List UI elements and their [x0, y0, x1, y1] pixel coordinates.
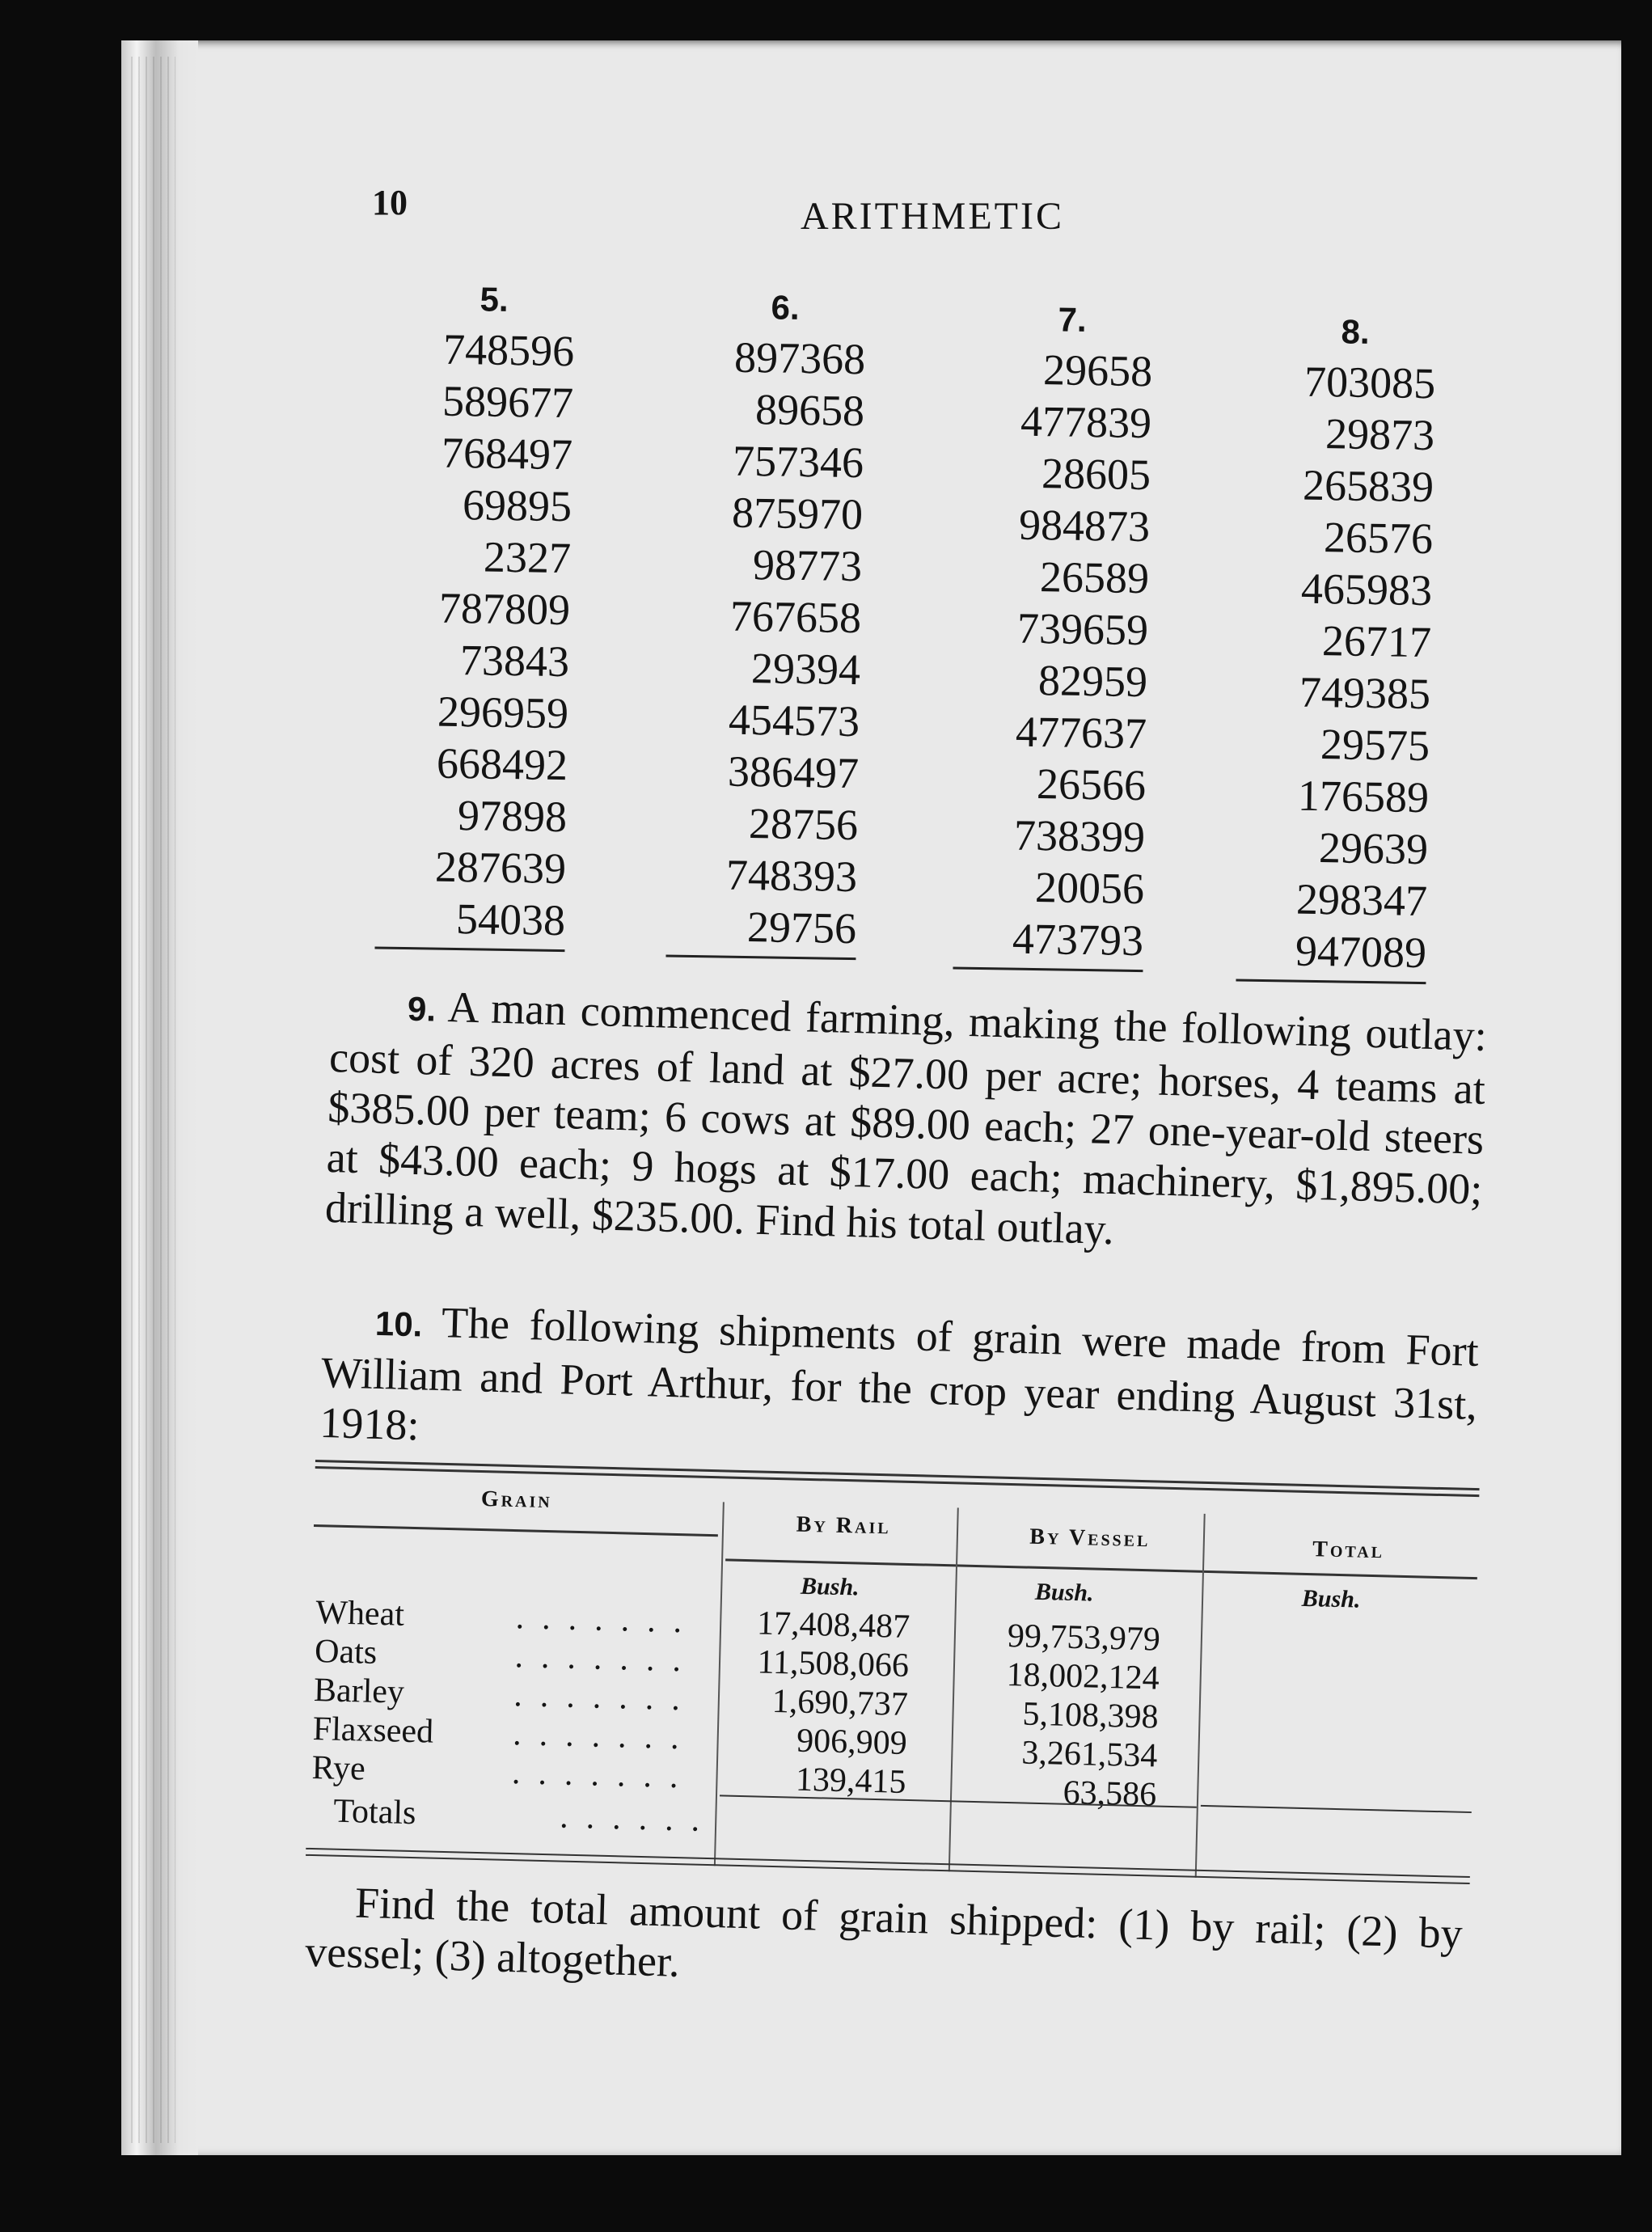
addend: 875970 [731, 488, 864, 539]
problem-label: 8. [1341, 312, 1370, 351]
addend: 739659 [1016, 603, 1149, 655]
addend: 477839 [1020, 396, 1152, 448]
addend: 98773 [752, 540, 863, 591]
rail-value: 17,408,487 [756, 1604, 911, 1647]
leader-dots: ...... [559, 1798, 718, 1840]
vessel-value: 63,586 [1063, 1773, 1157, 1814]
totals-rule [1201, 1805, 1472, 1813]
addend: 29639 [1318, 823, 1429, 874]
vessel-value: 18,002,124 [1006, 1655, 1160, 1697]
vessel-value: 5,108,398 [1022, 1695, 1160, 1736]
addition-column-5 [338, 273, 575, 952]
addend: 738399 [1013, 810, 1146, 862]
number-list [917, 342, 1153, 966]
unit-vessel: Bush. [1034, 1578, 1094, 1607]
addend: 28756 [748, 799, 859, 850]
number-list [1200, 354, 1436, 979]
header-rule [314, 1524, 718, 1537]
addend: 757346 [732, 436, 864, 488]
leader-dots: ....... [514, 1638, 699, 1680]
leader-dots: ....... [512, 1715, 698, 1757]
addend: 28605 [1041, 449, 1151, 500]
addend: 298347 [1295, 874, 1428, 926]
table-rule-bottom [306, 1848, 1470, 1878]
header-grain: Grain [480, 1486, 553, 1514]
grain-name: Rye [311, 1749, 366, 1788]
final-question: Find the total amount of grain shipped: (1) by rail; (2) by vessel; (3) altogether. [304, 1878, 1464, 1986]
addend: 29756 [746, 903, 857, 953]
addition-column-6 [629, 281, 866, 960]
addend: 73843 [459, 636, 570, 687]
problem-label: 5. [480, 280, 509, 319]
addend: 82959 [1037, 656, 1148, 707]
totals-label: Totals [332, 1792, 416, 1833]
spine-texture [131, 57, 175, 2143]
leader-dots: ....... [511, 1754, 697, 1796]
addend: 29394 [750, 644, 861, 695]
addend: 29658 [1042, 345, 1153, 396]
problem-10 [319, 1294, 1480, 1480]
addend: 26717 [1321, 616, 1432, 667]
problem-number: 9. [407, 989, 437, 1029]
addend: 473793 [1012, 914, 1144, 966]
addend: 748596 [442, 324, 575, 376]
header-rail: By Rail [796, 1511, 892, 1540]
leader-dots: ....... [515, 1599, 700, 1641]
rail-value: 906,909 [796, 1722, 908, 1762]
column-divider [1195, 1514, 1206, 1878]
header-total: Total [1312, 1537, 1385, 1564]
addend: 97898 [457, 791, 568, 842]
addend: 26566 [1036, 759, 1147, 810]
addend: 89658 [754, 385, 865, 436]
unit-rail: Bush. [800, 1572, 860, 1601]
grain-name: Wheat [315, 1594, 405, 1634]
addend: 386497 [727, 746, 860, 798]
addend: 454573 [728, 695, 860, 746]
addend: 589677 [442, 376, 574, 428]
addend: 29873 [1325, 409, 1435, 460]
addend: 703085 [1303, 357, 1436, 408]
number-list [339, 322, 575, 946]
grain-name: Oats [314, 1633, 378, 1672]
addend: 26576 [1323, 513, 1434, 564]
problem-label: 7. [1058, 300, 1087, 339]
addend: 2327 [483, 532, 572, 583]
vessel-value: 99,753,979 [1007, 1617, 1161, 1659]
addend: 947089 [1295, 926, 1427, 978]
addend: 69895 [462, 480, 572, 531]
addition-column-7 [916, 294, 1153, 972]
problem-text: The following shipments of grain were made from Fort William and Port Arthur, for the crop year ending August 31st, 1918: [319, 1298, 1480, 1450]
addend: 465983 [1300, 564, 1433, 615]
addend: 668492 [436, 738, 568, 790]
addend: 54038 [455, 894, 566, 945]
problem-text: A man commenced farming, making the following outlay: cost of 320 acres of land at $27.00 per acre; horses, 4 teams at $385.00 per team; 6 cows at $89.00 each; 27 one-year-old steers at $43.00 each; 9 hogs at $17.00 each; machinery, $1,895.00; drilling a well, $235.00. Find his total outlay. [324, 983, 1488, 1254]
rail-value: 139,415 [795, 1761, 907, 1801]
addend: 296959 [437, 687, 569, 738]
number-list [630, 330, 866, 954]
addend: 897368 [733, 332, 866, 384]
vessel-value: 3,261,534 [1020, 1734, 1158, 1775]
addend: 748393 [725, 850, 858, 902]
grain-shipments-table [306, 1460, 1480, 1900]
addend: 477637 [1015, 707, 1147, 759]
addition-column-8 [1199, 306, 1436, 984]
grain-name: Flaxseed [312, 1710, 434, 1751]
rail-value: 1,690,737 [771, 1682, 909, 1723]
addend: 26589 [1039, 552, 1150, 603]
addend: 984873 [1018, 500, 1151, 552]
addend: 287639 [434, 842, 567, 894]
running-head: ARITHMETIC [801, 195, 1064, 238]
grain-name: Barley [313, 1672, 405, 1711]
addend: 767658 [729, 591, 862, 643]
problem-label: 6. [771, 288, 800, 327]
addend: 265839 [1302, 460, 1434, 512]
leader-dots: ....... [513, 1676, 699, 1718]
addend: 20056 [1034, 863, 1145, 914]
addend: 787809 [438, 583, 571, 635]
rail-value: 11,508,066 [757, 1643, 910, 1685]
page-number: 10 [372, 183, 408, 222]
addend: 749385 [1299, 667, 1431, 719]
totals-row-label [311, 1791, 734, 1841]
addend: 29575 [1320, 720, 1430, 771]
addend: 768497 [441, 428, 573, 480]
problem-9 [324, 979, 1487, 1265]
addend: 176589 [1297, 771, 1430, 822]
header-vessel: By Vessel [1029, 1524, 1151, 1553]
problem-number: 10. [374, 1304, 424, 1344]
unit-total: Bush. [1301, 1584, 1361, 1613]
